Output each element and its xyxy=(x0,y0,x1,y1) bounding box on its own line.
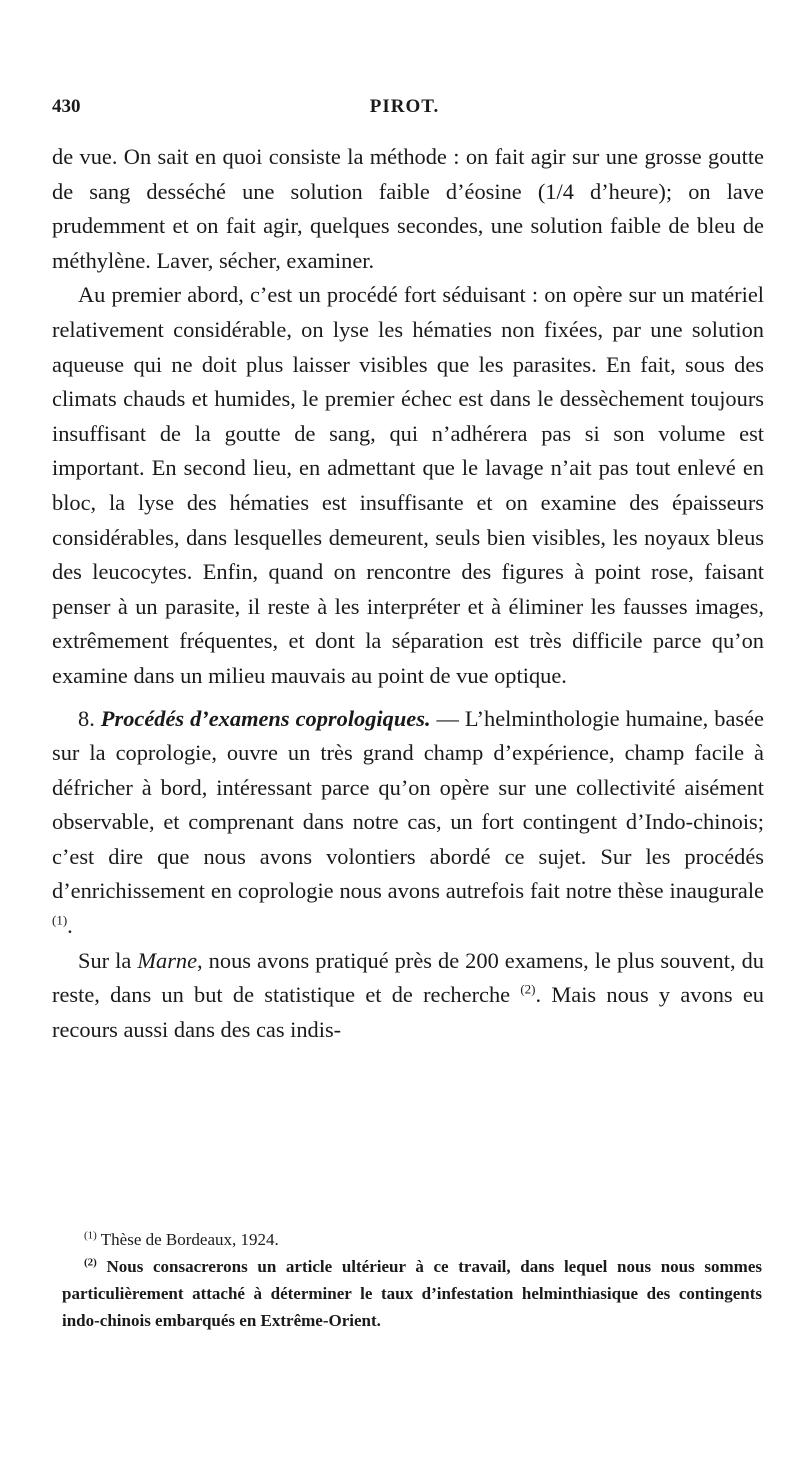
section-heading: Procédés d’examens coprologiques. xyxy=(100,705,431,731)
paragraph-4-end: . Mais nous y avons eu recours aussi dans des cas indis- xyxy=(52,982,764,1042)
footnote-1 xyxy=(62,1226,762,1253)
footnote-mark: (2) xyxy=(84,1256,97,1269)
page-header xyxy=(52,96,757,124)
footnote-ref-1[interactable]: (1) xyxy=(52,912,68,928)
section-number: 8. xyxy=(78,705,95,731)
footnotes xyxy=(62,1226,762,1334)
body-text xyxy=(52,140,764,1047)
ship-name: Marne xyxy=(137,947,198,973)
footnote-text: Thèse de Bordeaux, 1924. xyxy=(96,1230,279,1249)
paragraph-4-text: , nous avons pratiqué près de 200 examens, le plus souvent, du reste, dans un but de statistique et de recherche xyxy=(52,947,764,1008)
page-number: 430 xyxy=(52,96,81,117)
paragraph-3-text: — L’helminthologie humaine, basée sur la coprologie, ouvre un très grand champ d’expérience, champ facile à défricher à bord, intéressant parce qu’on opère sur une collectivité aisément observable, et comprenant dans notre cas, un fort contingent d’Indo-chinois; c’est dire que nous avons volontiers abordé ce sujet. Sur les procédés d’enrichissement en coprologie nous avons autrefois fait notre thèse inaugurale xyxy=(52,705,764,904)
footnote-ref-2[interactable]: (2) xyxy=(520,981,536,997)
paragraph-2: Au premier abord, c’est un procédé fort séduisant : on opère sur un matériel relativement considérable, on lyse les hématies non fixées, par une solution aqueuse qui ne doit plus laisser visibles que les parasites. En fait, sous des climats chauds et humides, le premier échec est dans le dessèchement toujours insuffisant de la goutte de sang, qui n’adhérera pas si son volume est important. En second lieu, en admettant que le lavage n’ait pas tout enlevé en bloc, la lyse des hématies est insuffisante et on examine des épaisseurs considérables, dans lesquelles demeurent, seuls bien visibles, les noyaux bleus des leucocytes. Enfin, quand on rencontre des figures à point rose, faisant penser à un parasite, il reste à les interpréter et à éliminer les fausses images, extrêmement fréquentes, et dont la séparation est très difficile parce qu’on examine dans un milieu mauvais au point de vue optique. xyxy=(52,282,764,688)
footnote-2 xyxy=(62,1253,762,1334)
paragraph-4 xyxy=(52,944,764,1048)
footnote-text: Nous consacrerons un article ultérieur à ce travail, dans lequel nous nous sommes particulièrement attaché à déterminer le taux d’infestation helminthiasique des contingents indo-chinois embarqués en Extrême-Orient. xyxy=(62,1257,762,1330)
paragraph-4-start: Sur la xyxy=(78,947,138,973)
paragraph-3 xyxy=(52,702,764,944)
running-title: PIROT. xyxy=(369,96,440,117)
footnote-mark: (1) xyxy=(84,1229,97,1242)
paragraph-1: de vue. On sait en quoi consiste la méthode : on fait agir sur une grosse goutte de sang desséché une solution faible d’éosine (1/4 d’heure); on lave prudemment et on fait agir, quelques secondes, une solution faible de bleu de méthylène. Laver, sécher, examiner. xyxy=(52,144,764,273)
paragraph-3-end: . xyxy=(67,913,73,939)
